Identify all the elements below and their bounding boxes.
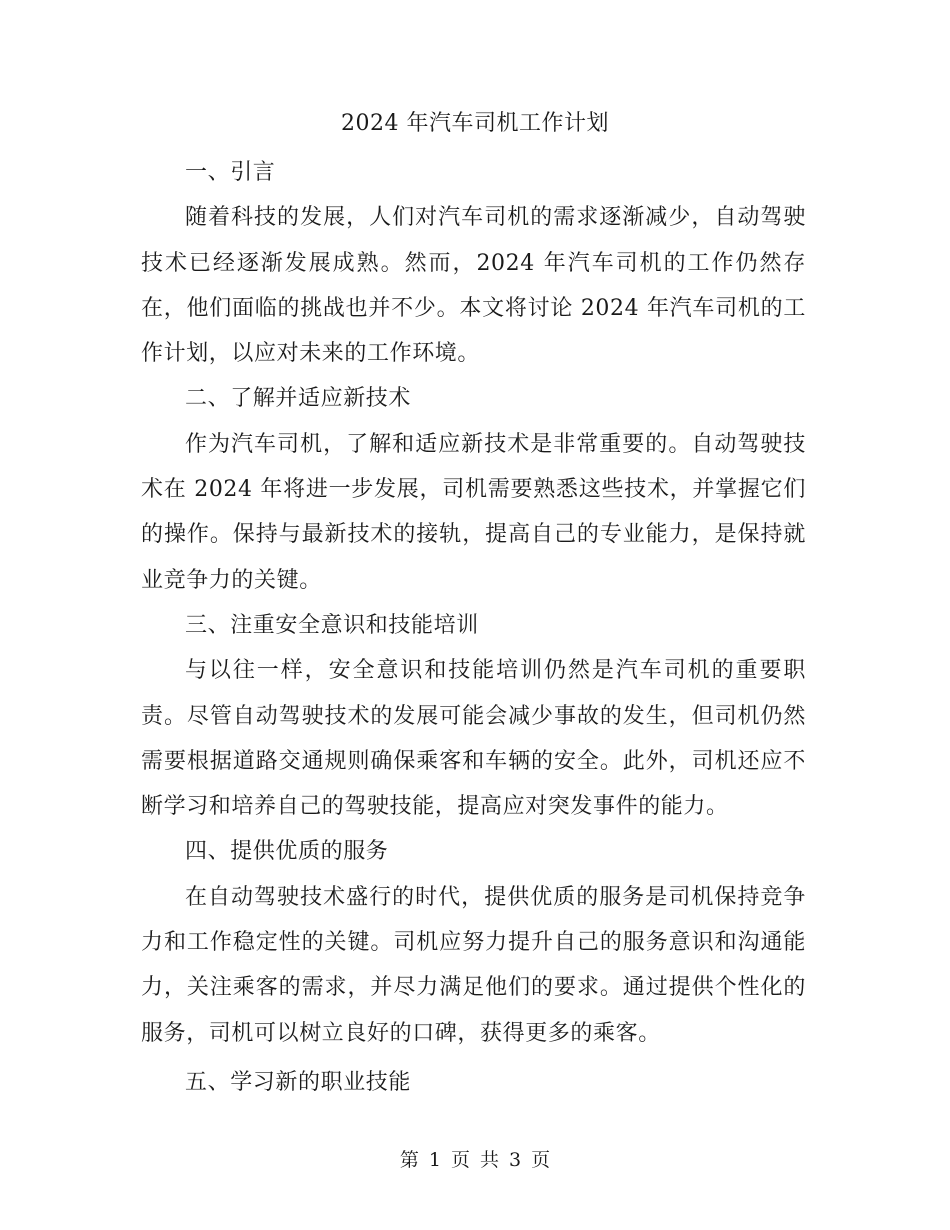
section-paragraph-introduction: 随着科技的发展，人们对汽车司机的需求逐渐减少，自动驾驶技术已经逐渐发展成熟。然而，2024 年汽车司机的工作仍然存在，他们面临的挑战也并不少。本文将讨论 2024 年汽车司机的工作计划，以应对未来的工作环境。 — [141, 205, 806, 367]
page-footer: 第 1 页 共 3 页 — [399, 1149, 551, 1171]
section-heading-quality-service: 四、提供优质的服务 — [185, 839, 389, 865]
section-heading-new-skills: 五、学习新的职业技能 — [185, 1069, 412, 1095]
section-heading-safety-training: 三、注重安全意识和技能培训 — [185, 612, 479, 638]
section-heading-introduction: 一、引言 — [185, 160, 276, 185]
section-heading-new-technology: 二、了解并适应新技术 — [185, 386, 412, 412]
section-paragraph-quality-service: 在自动驾驶技术盛行的时代，提供优质的服务是司机保持竞争力和工作稳定性的关键。司机应努力提升自己的服务意识和沟通能力，关注乘客的需求，并尽力满足他们的要求。通过提供个性化的服务，司机可以树立良好的口碑，获得更多的乘客。 — [141, 884, 806, 1046]
section-paragraph-safety-training: 与以往一样，安全意识和技能培训仍然是汽车司机的重要职责。尽管自动驾驶技术的发展可能会减少事故的发生，但司机仍然需要根据道路交通规则确保乘客和车辆的安全。此外，司机还应不断学习和培养自己的驾驶技能，提高应对突发事件的能力。 — [141, 658, 806, 820]
document-body — [141, 150, 806, 1105]
document-title: 2024 年汽车司机工作计划 — [341, 111, 609, 136]
section-paragraph-new-technology: 作为汽车司机，了解和适应新技术是非常重要的。自动驾驶技术在 2024 年将进一步发展，司机需要熟悉这些技术，并掌握它们的操作。保持与最新技术的接轨，提高自己的专业能力，是保持就业竞争力的关键。 — [141, 431, 806, 593]
